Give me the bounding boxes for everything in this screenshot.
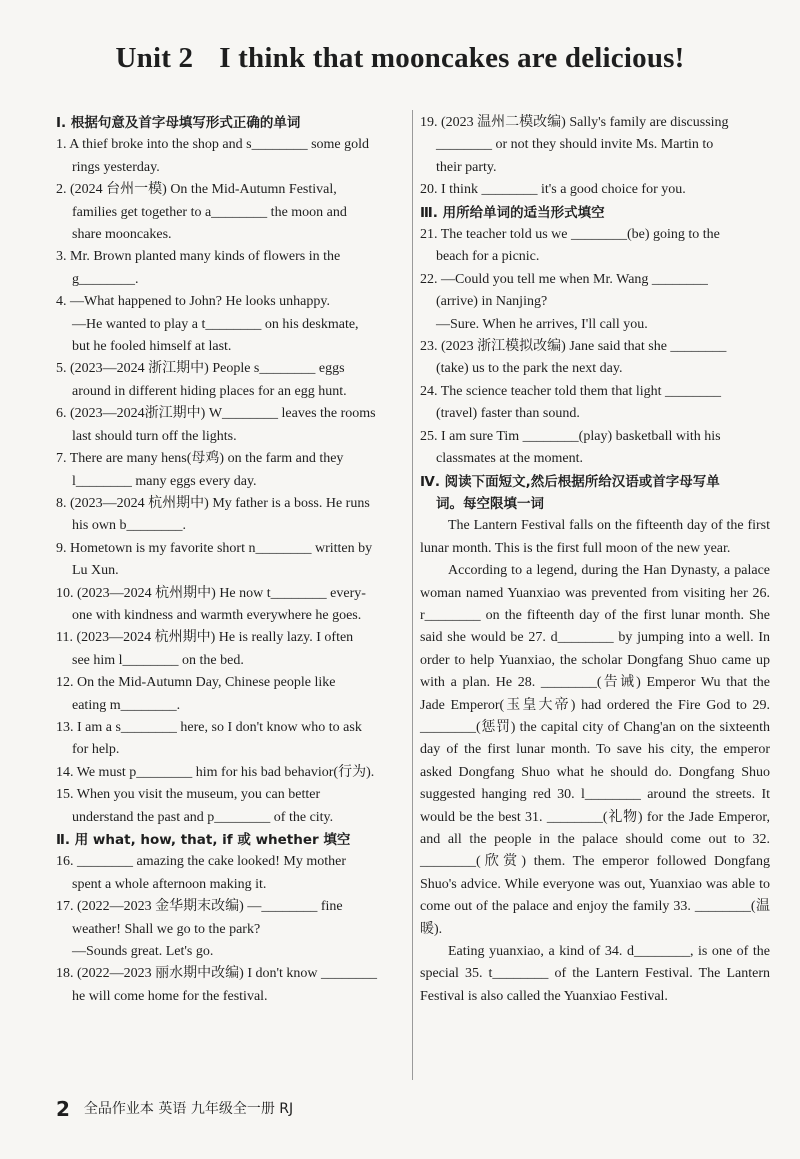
question-10: 10. (2023—2024 杭州期中) He now t________ every- xyxy=(56,585,366,601)
left-column xyxy=(56,112,408,1008)
passage-paragraph-3: Eating yuanxiao, a kind of 34. d________, is one of the special 35. t________ of the Lantern Festival. The Lantern Festival is also called the Yuanxiao Festival. xyxy=(420,944,770,1004)
question-5-cont: around in different hiding places for an egg hunt. xyxy=(72,383,347,399)
question-8: 8. (2023—2024 杭州期中) My father is a boss. He runs xyxy=(56,495,370,511)
question-4-cont: —He wanted to play a t________ on his deskmate, xyxy=(72,316,359,332)
question-15-cont: understand the past and p________ of the city. xyxy=(72,809,334,825)
question-1-cont: rings yesterday. xyxy=(72,159,160,175)
question-6: 6. (2023—2024浙江期中) W________ leaves the rooms xyxy=(56,406,376,422)
question-16: 16. ________ amazing the cake looked! My mother xyxy=(56,854,347,870)
right-column xyxy=(420,112,770,1008)
question-18: 18. (2022—2023 丽水期中改编) I don't know ________ xyxy=(56,966,378,982)
unit-label: Unit 2 xyxy=(115,42,194,74)
unit-title: I think that mooncakes are delicious! xyxy=(219,42,685,74)
column-divider xyxy=(412,110,413,1080)
passage-paragraph-2: According to a legend, during the Han Dynasty, a palace woman named Yuanxiao was prevented from visiting her 26. r________ on the fifteenth day of the first lunar month. She said she would be 27. d________ by jumping into a well. In order to help Yuanxiao, the scholar Dongfang Shuo came up with a plan. He 28. ________(告诫) Emperor Wu that the Jade Emperor(玉皇大帝) had ordered the Fire God to 29. ________(惩罚) the capital city of Chang'an on the sixteenth day of the first lunar month. To save his city, the emperor asked Dongfang Shuo what he should do. Dongfang Shuo suggested hanging red 30. l________ around the streets. It would be the best 31. ________(礼物) for the Jade Emperor, and all the people in the palace should come out to 32. ________(欣赏) them. The emperor followed Dongfang Shuo's advice. While everyone was out, Yuanxiao was able to come out of the palace and enjoy the family 33. ________(温暖). xyxy=(420,563,770,937)
question-12-cont: eating m________. xyxy=(72,697,181,713)
page-title xyxy=(0,42,800,75)
question-17-cont2: —Sounds great. Let's go. xyxy=(72,944,214,960)
question-22-cont2: —Sure. When he arrives, I'll call you. xyxy=(436,316,648,332)
question-16-cont: spent a whole afternoon making it. xyxy=(72,876,267,892)
question-15: 15. When you visit the museum, you can better xyxy=(56,787,321,803)
question-24: 24. The science teacher told them that light ________ xyxy=(420,383,722,399)
question-22-cont: (arrive) in Nanjing? xyxy=(436,294,548,310)
page-number: 2 xyxy=(56,1097,70,1121)
question-23: 23. (2023 浙江模拟改编) Jane said that she ________ xyxy=(420,339,727,355)
question-17: 17. (2022—2023 金华期末改编) —________ fine xyxy=(56,899,343,915)
question-7: 7. There are many hens(母鸡) on the farm and they xyxy=(56,451,344,467)
question-19: 19. (2023 温州二模改编) Sally's family are discussing xyxy=(420,115,729,130)
question-17-cont: weather! Shall we go to the park? xyxy=(72,921,261,937)
question-6-cont: last should turn off the lights. xyxy=(72,428,237,444)
question-14: 14. We must p________ him for his bad behavior(行为). xyxy=(56,764,375,780)
question-2-cont: families get together to a________ the moon and xyxy=(72,204,347,220)
question-4: 4. —What happened to John? He looks unhappy. xyxy=(56,294,330,310)
question-10-cont: one with kindness and warmth everywhere he goes. xyxy=(72,607,362,623)
question-20: 20. I think ________ it's a good choice for you. xyxy=(420,182,686,198)
question-21-cont: beach for a picnic. xyxy=(436,249,540,265)
question-4-cont2: but he fooled himself at last. xyxy=(72,339,232,355)
question-18-cont: he will come home for the festival. xyxy=(72,988,268,1004)
question-23-cont: (take) us to the park the next day. xyxy=(436,361,623,377)
question-7-cont: l________ many eggs every day. xyxy=(72,473,257,489)
passage-paragraph-1: The Lantern Festival falls on the fifteenth day of the first lunar month. This is the first full moon of the new year. xyxy=(420,518,770,556)
section-4-heading: Ⅳ. 阅读下面短文,然后根据所给汉语或首字母写单 xyxy=(420,473,720,490)
question-9: 9. Hometown is my favorite short n________ written by xyxy=(56,540,373,556)
question-25: 25. I am sure Tim ________(play) basketball with his xyxy=(420,428,721,444)
question-25-cont: classmates at the moment. xyxy=(436,451,583,467)
question-11: 11. (2023—2024 杭州期中) He is really lazy. I often xyxy=(56,630,354,646)
question-19-cont: ________ or not they should invite Ms. Martin to xyxy=(436,137,714,153)
section-1-heading: Ⅰ. 根据句意及首字母填写形式正确的单词 xyxy=(56,115,301,131)
book-info: 全品作业本 英语 九年级全一册 RJ xyxy=(83,1101,294,1117)
question-2: 2. (2024 台州一模) On the Mid-Autumn Festival, xyxy=(56,182,337,198)
question-24-cont: (travel) faster than sound. xyxy=(436,406,580,422)
question-3: 3. Mr. Brown planted many kinds of flowers in the xyxy=(56,249,341,265)
question-8-cont: his own b________. xyxy=(72,518,186,534)
question-13-cont: for help. xyxy=(72,742,120,758)
question-9-cont: Lu Xun. xyxy=(72,563,119,579)
question-2-cont2: share mooncakes. xyxy=(72,227,172,243)
section-2-heading: Ⅱ. 用 what, how, that, if 或 whether 填空 xyxy=(56,832,351,848)
question-22: 22. —Could you tell me when Mr. Wang ________ xyxy=(420,271,708,287)
question-3-cont: g________. xyxy=(72,271,139,287)
question-19-cont2: their party. xyxy=(436,159,497,175)
question-11-cont: see him l________ on the bed. xyxy=(72,652,244,668)
question-21: 21. The teacher told us we ________(be) going to the xyxy=(420,227,720,243)
question-12: 12. On the Mid-Autumn Day, Chinese people like xyxy=(56,675,336,691)
question-1: 1. A thief broke into the shop and s________ some gold xyxy=(56,137,370,153)
question-13: 13. I am a s________ here, so I don't know who to ask xyxy=(56,719,362,735)
page-footer xyxy=(56,1097,293,1121)
section-4-heading-cont: 词。每空限填一词 xyxy=(436,495,544,512)
question-5: 5. (2023—2024 浙江期中) People s________ eggs xyxy=(56,361,345,377)
section-3-heading: Ⅲ. 用所给单词的适当形式填空 xyxy=(420,204,605,221)
